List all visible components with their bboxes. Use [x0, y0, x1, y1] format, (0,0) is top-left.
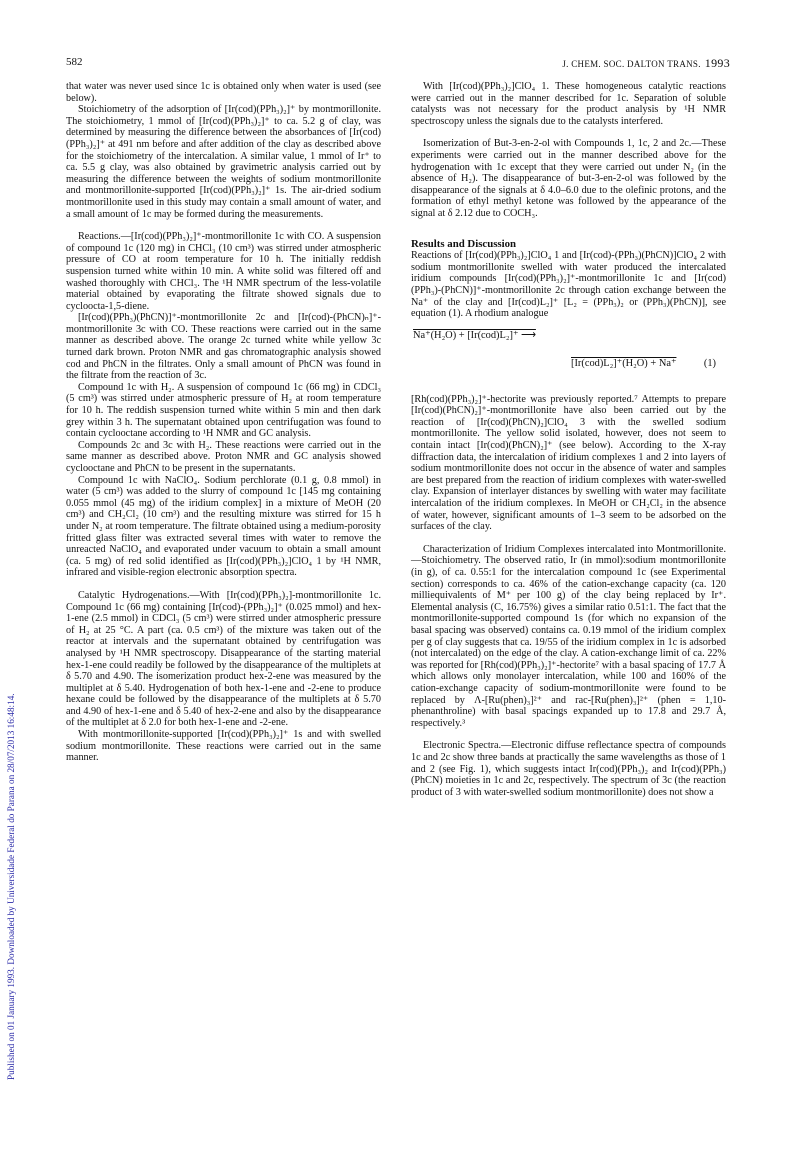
paragraph: [Ir(cod)(PPh₃)(PhCN)]⁺-montmorillonite 2c and [Ir(cod)-(PhCN)ₙ]⁺-montmorillonite 3c with CO. These reactions were carried out in the same manner as described above. The orange 2c turned white while yellow 3c turned dark brown. Proton NMR and gas chromatographic analysis showed cod and PhCN in the filtrates. Only a small amount of PhCN was found in the filtrate from the reaction of 3c.	[66, 312, 381, 382]
equation-right: [Ir(cod)L₂]⁺(H₂O) + Na⁺	[571, 357, 677, 369]
journal-year: 1993	[704, 56, 730, 70]
section-heading: Results and Discussion	[411, 237, 517, 250]
paragraph: Isomerization of But-3-en-2-ol with Compounds 1, 1c, 2 and 2c.—These experiments were carried out in the manner described above for the hydrogenation with 1c except that they were carried out under N₂ (in the absence of H₂). The disappearance of but-3-en-2-ol was followed by the disappearance of the signals at δ 4.0–6.0 due to the olefinic protons, and the formation of ethyl methyl ketone was followed by the appearance of the signal at δ 2.12 due to COCH₃.	[411, 138, 726, 219]
spacer	[411, 231, 726, 237]
equation-number: (1)	[703, 357, 716, 369]
paragraph: Compounds 2c and 3c with H₂. These reactions were carried out in the same manner as described above. Proton NMR and GC analysis showed cyclooctane and PhCN to be present in the supernatants.	[66, 439, 381, 474]
right-column	[411, 81, 726, 798]
left-column	[66, 81, 381, 764]
paragraph: Compound 1c with NaClO₄. Sodium perchlorate (0.1 g, 0.8 mmol) in water (5 cm³) was added to the slurry of compound 1c [145 mg containing 0.055 mmol (45 mg) of the iridium complex] in a mixture of MeOH (20 cm³) and CH₂Cl₂ (10 cm³) and the resulting mixture was stirred for 15 h under N₂ at room temperature. The filtrate obtained using a medium-porosity fritted glass filter was extracted several times with water to remove the unreacted NaClO₄ and evaporated under vacuum to obtain a small amount (ca. 5 mg) of red solid identified as [Ir(cod)(PPh₃)₂]ClO₄ 1 by ¹H NMR, infrared and visible-region electronic absorption spectra.	[66, 474, 381, 579]
equation-1	[411, 324, 726, 388]
paragraph: Reactions of [Ir(cod)(PPh₃)₂]ClO₄ 1 and [Ir(cod)-(PPh₃)(PhCN)]ClO₄ 2 with sodium montmorillonite swelled with water produced the intercalated iridium compounds [Ir(cod)(PPh₃)₂]⁺-montmorillonite 1c and [Ir(cod)(PPh₃)-(PhCN)]⁺-montmorillonite 2c through cation exchange between the Na⁺ of the clay and [Ir(cod)L₂]⁺ [L₂ = (PPh₃)₂ or (PPh₃)(PhCN)], see equation (1). A rhodium analogue	[411, 250, 726, 320]
spacer	[411, 533, 726, 544]
spacer	[66, 579, 381, 590]
paragraph: Reactions.—[Ir(cod)(PPh₃)₂]⁺-montmorillonite 1c with CO. A suspension of compound 1c (120 mg) in CHCl₃ (10 cm³) was stirred under atmospheric pressure of CO at room temperature for 10 h. The initially reddish suspension turned white within 10 min. A white solid was filtered off and washed thoroughly with CHCl₃. The ¹H NMR spectrum of the less-volatile material obtained by evaporating the filtrate showed signals due to cyclooctа-1,5-diene.	[66, 231, 381, 312]
journal-name: J. CHEM. SOC. DALTON TRANS.	[562, 59, 701, 69]
paragraph: Electronic Spectra.—Electronic diffuse reflectance spectra of compounds 1c and 2c show three bands at practically the same wavelengths as those of 1 and 2 (see Fig. 1), which suggests intact Ir(cod)(PPh₃)₂ and Ir(cod)(PPh₃)(PhCN) moieties in 1c and 2c, respectively. The spectrum of 3c (the reaction product of 3 with water-swelled sodium montmorillonite) does not show a	[411, 740, 726, 798]
page-header	[66, 56, 730, 72]
equation-left: Na⁺(H₂O) + [Ir(cod)L₂]⁺ ⟶	[413, 329, 536, 341]
spacer	[411, 127, 726, 138]
paragraph: that water was never used since 1c is obtained only when water is used (see below).	[66, 81, 381, 104]
spacer	[411, 220, 726, 231]
paragraph: Compound 1c with H₂. A suspension of compound 1c (66 mg) in CDCl₃ (5 cm³) was stirred under atmospheric pressure of H₂ at room temperature for 10 h. The reddish suspension turned white within 5 min and then dark grey within 3 h. The supernatant obtained upon centrifugation was found to contain cyclooctane according to ¹H NMR and GC analysis.	[66, 381, 381, 440]
spacer	[66, 220, 381, 231]
download-notice-text[interactable]: Published on 01 January 1993. Downloaded by Universidade Federal do Parana on 28/07/2013 16:48:14.	[6, 693, 16, 1080]
paragraph: Catalytic Hydrogenations.—With [Ir(cod)(PPh₃)₂]-montmorillonite 1c. Compound 1c (66 mg) containing [Ir(cod)-(PPh₃)₂]⁺ (0.025 mmol) and hex-1-ene (2.5 mmol) in CDCl₃ (5 cm³) were stirred under atmospheric pressure of H₂ at 25 °C. A part (ca. 0.5 cm³) of the mixture was taken out of the reactor at intervals and the supernatant obtained by centrifugation was analysed by ¹H NMR spectroscopy. Disappearance of the starting material hex-1-ene could readily be followed by the disappearance of the multiplets at δ 5.70 and 4.90. The isomerization product hex-2-ene was measured by the multiplet at δ 5.40. Hydrogenation of both hex-1-ene and -2-ene to produce hexane could be followed by the disappearance of the multiplets at δ 5.70 and 4.90 of hex-1-ene and δ 5.40 of hex-2-ene and also by the disappearance of the multiplet at δ 2.0 for both hex-1-ene and -2-ene.	[66, 589, 381, 729]
page-number: 582	[66, 56, 83, 68]
paragraph: [Rh(cod)(PPh₃)₂]⁺-hectorite was previously reported.⁷ Attempts to prepare [Ir(cod)(PhCN)₂]⁺-montmorillonite have also been carried out by the reaction of [Ir(cod)(PhCN)₂]ClO₄ 3 with the swelled sodium montmorillonite. The yellow solid isolated, however, does not seem to contain intact [Ir(cod)(PhCN)₂]⁺ (see below). According to the X-ray diffraction data, the intercalation of iridium complexes 1 and 2 into layers of sodium montmorillonite does not occur in the absence of water and samples are best prepared from the reaction of iridium complexes with water-swelled clay. Expansion of interlayer distances by swelling with water may facilitate intercalation of the iridium complexes. In MeOH or CH₂Cl₂ in the absence of water, however, significant amounts of 1–3 seem to be adsorbed on the surfaces of the clay.	[411, 393, 726, 533]
paragraph: With montmorillonite-supported [Ir(cod)(PPh₃)₂]⁺ 1s and with swelled sodium montmorillonite. These reactions were carried out in the same manner.	[66, 729, 381, 764]
paragraph: Stoichiometry of the adsorption of [Ir(cod)(PPh₃)₂]⁺ by montmorillonite. The stoichiometry, 1 mmol of [Ir(cod)(PPh₃)₂]⁺ to ca. 5.2 g of clay, was determined by measuring the difference between the absorbances of [Ir(cod)(PPh₃)₂]⁺ at 491 nm before and after addition of the clay as described above for the stoichiometry of the intercalation. A similar value, 1 mmol of Ir⁺ to ca. 5.5 g clay, was also obtained by gravimetric analysis carried out by measuring the difference between the weights of sodium montmorillonite and montmorillonite-supported [Ir(cod)(PPh₃)₂]⁺ 1s. The air-dried sodium montmorillonite used in this study may contain a small amount of water, and a small amount of 1c may be formed during the measurements.	[66, 104, 381, 220]
paragraph: Characterization of Iridium Complexes intercalated into Montmorillonite.—Stoichiometry. The observed ratio, Ir (in mmol):sodium montmorillonite (in g), of ca. 0.55:1 for the intercalation compound 1c (see Experimental section) corresponds to ca. 46% of the cation-exchange capacity (ca. 120 milliequivalents of M⁺ per 100 g) of the clay being replaced by Ir⁺. Elemental analysis (C, 16.75%) gives a similar ratio 0.51:1. The fact that the montmorillonite-supported compound 1s (for which no expansion of the basal spacing was observed) contains ca. 0.19 mmol of the iridium complex per g of clay suggests that ca. 19/55 of the iridium complex in 1c is adsorbed (not intercalated) on the edge of the clay. A cation-exchange limit of ca. 22% was reported for [Rh(cod)(PPh₃)₂]⁺-hectorite⁷ with a basal spacing of 17.7 Å which allows only monolayer intercalation, while 100 and 160% of the cation-exchange capacity of sodium-montmorillonite were found to be replaced by Λ-[Ru(phen)₃]²⁺ and rac-[Ru(phen)₃]²⁺ (phen = 1,10-phenanthroline) with basal spacings expanded up to 17.8 and 29.7 Å, respectively.³	[411, 543, 726, 729]
spacer	[411, 729, 726, 740]
journal-title	[562, 56, 730, 71]
paragraph: With [Ir(cod)(PPh₃)₂]ClO₄ 1. These homogeneous catalytic reactions were carried out in the manner described for 1c. Separation of soluble catalysts was not necessary for the product analysis by ¹H NMR spectroscopy unless the signals due to the catalysts interfered.	[411, 81, 726, 127]
